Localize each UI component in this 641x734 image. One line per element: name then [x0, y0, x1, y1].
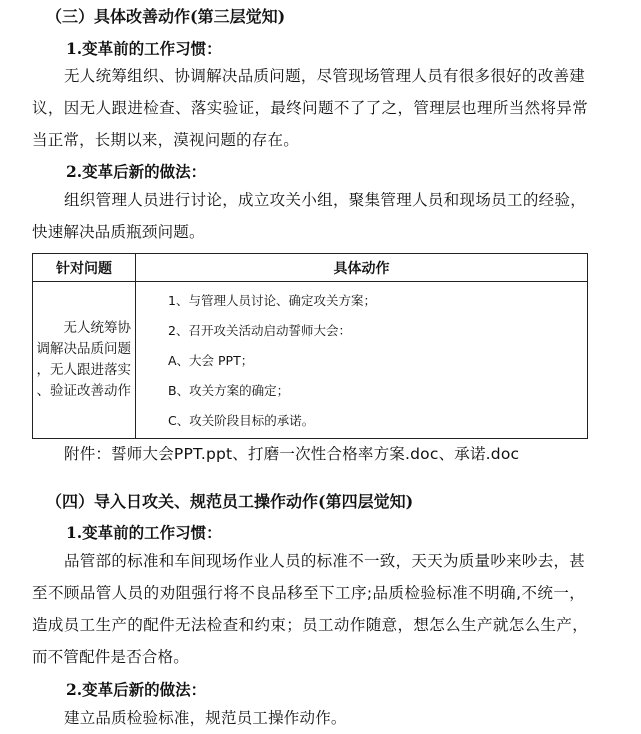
- section-4-after-heading: 2.变革后新的做法：: [66, 680, 207, 699]
- section-3-before-line-3: 当正常，长期以来，漠视问题的存在。: [32, 131, 299, 149]
- header-actions: 具体动作: [136, 254, 588, 282]
- actions-table-row: [33, 282, 588, 439]
- problem-line: ，无人跟进落实: [36, 362, 131, 378]
- section-3-heading: （三）具体改善动作(第三层觉知): [46, 7, 286, 26]
- problem-line: 调解决品质问题: [36, 341, 131, 357]
- actions-cell: [136, 282, 588, 439]
- action-item: 2、召开攻关活动启动誓师大会：: [168, 323, 351, 338]
- section-4-before-line-1: 品管部的标准和车间现场作业人员的标准不一致，天天为质量吵来吵去，甚: [64, 552, 585, 570]
- section-4-before-line-2: 至不顾品管人员的劝阻强行将不良品移至下工序;品质检验标准不明确,不统一，: [32, 584, 585, 602]
- actions-table-header-row: [33, 254, 588, 282]
- problem-cell: [33, 282, 136, 439]
- header-problem: 针对问题: [33, 254, 136, 282]
- section-4-heading: （四）导入日攻关、规范员工操作动作(第四层觉知): [46, 492, 414, 511]
- section-3-after-heading: 2.变革后新的做法：: [66, 162, 207, 181]
- action-item: 1、与管理人员讨论、确定攻关方案；: [168, 293, 376, 308]
- action-item: A、大会 PPT；: [168, 353, 254, 368]
- problem-line: 无人统筹协: [63, 320, 131, 336]
- action-item: C、攻关阶段目标的承诺。: [168, 413, 315, 428]
- actions-table: [32, 253, 588, 439]
- section-3-before-line-2: 议，因无人跟进检查、落实验证，最终问题不了了之，管理层也理所当然将异常: [32, 99, 588, 117]
- problem-line: 、验证改善动作: [36, 383, 131, 399]
- section-3-before-line-1: 无人统筹组织、协调解决品质问题，尽管现场管理人员有很多很好的改善建: [64, 67, 585, 85]
- action-item: B、攻关方案的确定；: [168, 383, 290, 398]
- attachments-line: 附件：誓师大会PPT.ppt、打磨一次性合格率方案.doc、承诺.doc: [64, 445, 520, 463]
- section-4-before-line-4: 而不管配件是否合格。: [32, 648, 190, 666]
- section-3-after-line-2: 快速解决品质瓶颈问题。: [32, 223, 205, 241]
- section-3-after-line-1: 组织管理人员进行讨论，成立攻关小组，聚集管理人员和现场员工的经验，: [64, 191, 586, 209]
- section-3-before-heading: 1.变革前的工作习惯：: [66, 39, 222, 58]
- section-4-before-heading: 1.变革前的工作习惯：: [66, 523, 222, 542]
- section-4-before-line-3: 造成员工生产的配件无法检查和约束；员工动作随意，想怎么生产就怎么生产，: [32, 616, 588, 634]
- section-4-after-line-1: 建立品质检验标准，规范员工操作动作。: [64, 709, 347, 727]
